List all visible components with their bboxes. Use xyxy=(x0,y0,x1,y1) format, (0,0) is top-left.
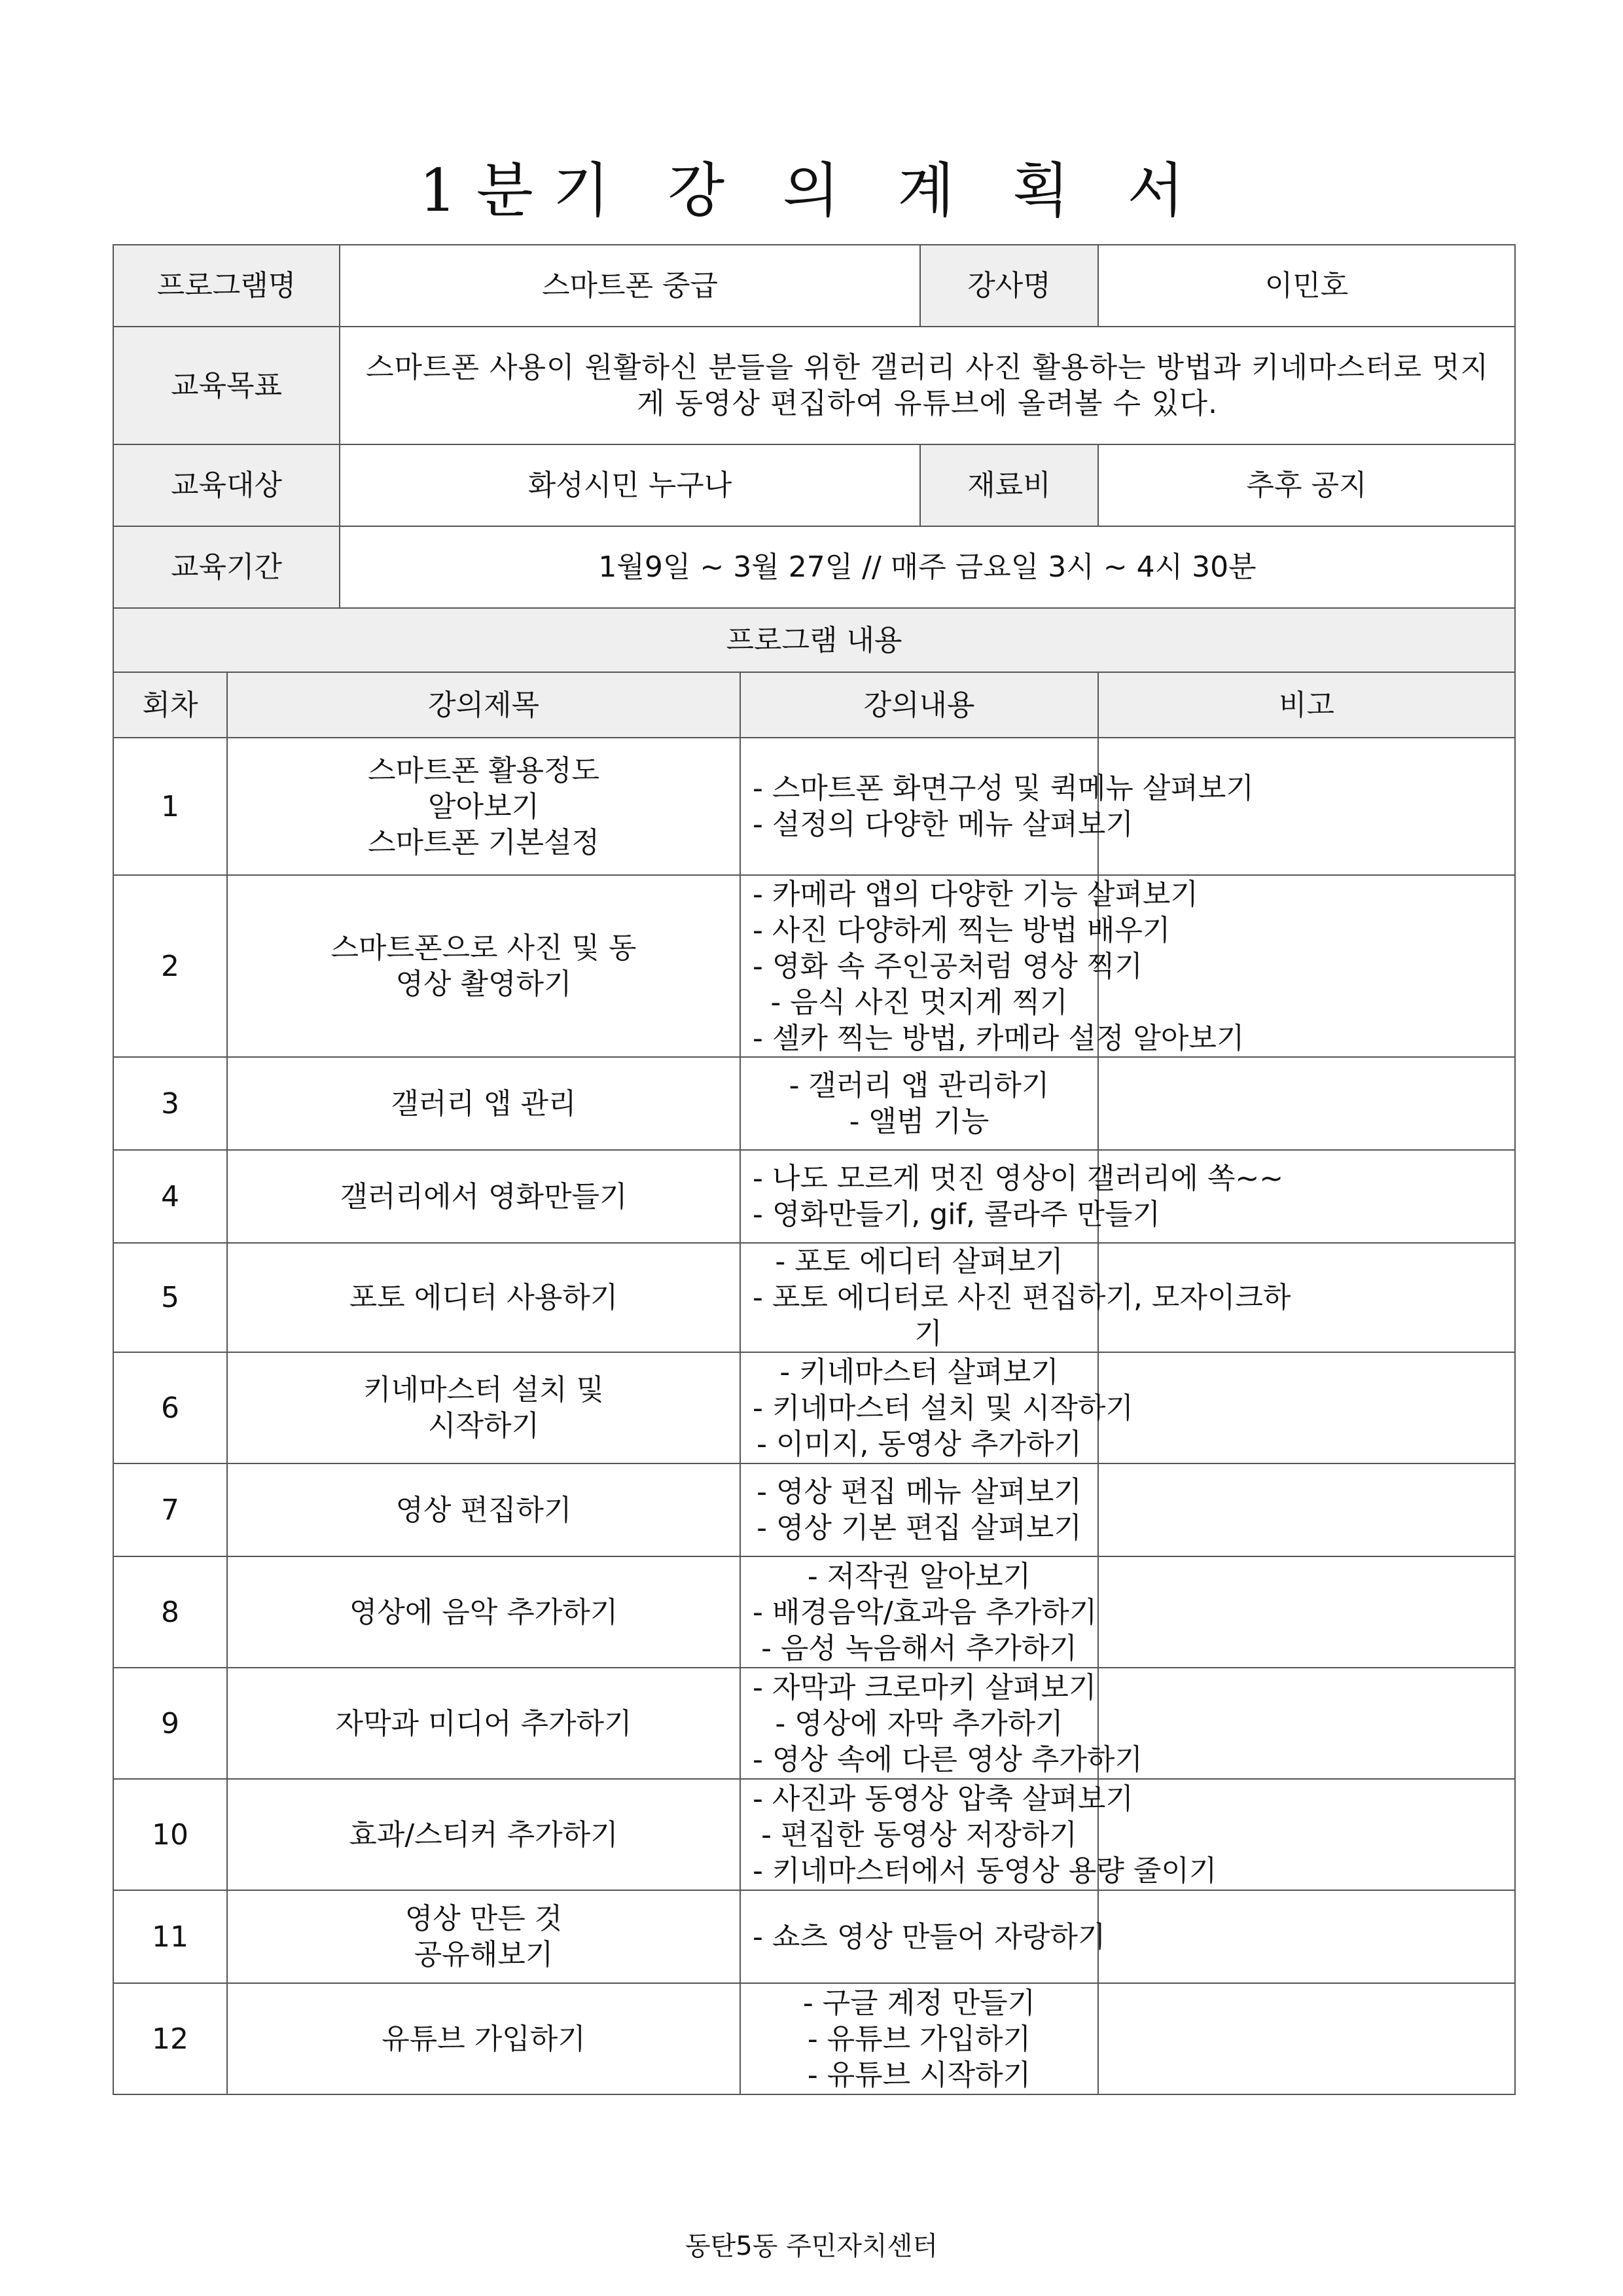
column-header-row xyxy=(113,672,1515,738)
program-label: 프로그램명 xyxy=(113,245,340,327)
session-note xyxy=(1098,1668,1515,1779)
session-note xyxy=(1098,1890,1515,1983)
column-header-no: 회차 xyxy=(113,672,227,738)
session-number: 10 xyxy=(113,1779,227,1890)
session-content-line: - 영상에 자막 추가하기 xyxy=(775,1706,1063,1740)
session-title-line: 영상 만든 것 xyxy=(404,1902,563,1935)
session-content-line: - 구글 계정 만들기 xyxy=(802,1986,1036,2020)
session-title-line: 키네마스터 설치 및 xyxy=(363,1373,604,1407)
session-content-line: - 사진과 동영상 압축 살펴보기 xyxy=(753,1782,1133,1816)
session-title-line: 포토 에디터 사용하기 xyxy=(349,1281,618,1314)
session-title xyxy=(227,738,740,875)
session-number: 11 xyxy=(113,1890,227,1983)
session-title xyxy=(227,1243,740,1352)
session-number: 8 xyxy=(113,1556,227,1668)
instructor-label: 강사명 xyxy=(920,245,1098,327)
session-row xyxy=(113,1890,1515,1983)
session-number: 9 xyxy=(113,1668,227,1779)
session-number: 6 xyxy=(113,1352,227,1463)
session-content-line: - 나도 모르게 멋진 영상이 갤러리에 쏙~~ xyxy=(753,1162,1284,1195)
session-content-line: - 셀카 찍는 방법, 카메라 설정 알아보기 xyxy=(753,1021,1245,1055)
session-content-line: - 이미지, 동영상 추가하기 xyxy=(757,1427,1082,1461)
period-value: 1월9일 ~ 3월 27일 // 매주 금요일 3시 ~ 4시 30분 xyxy=(340,526,1515,608)
session-title xyxy=(227,875,740,1057)
session-content xyxy=(740,1556,1098,1668)
instructor-value: 이민호 xyxy=(1098,245,1515,327)
session-content-line: - 편집한 동영상 저장하기 xyxy=(761,1818,1077,1852)
session-content-line: - 키네마스터에서 동영상 용량 줄이기 xyxy=(753,1854,1217,1888)
target-label: 교육대상 xyxy=(113,444,340,526)
session-row xyxy=(113,1057,1515,1150)
session-title-line: 갤러리에서 영화만들기 xyxy=(340,1179,628,1213)
session-row xyxy=(113,1983,1515,2094)
page-title: 1분기 강 의 계 획 서 xyxy=(419,156,1204,225)
session-row xyxy=(113,1779,1515,1890)
session-title-line: 영상 촬영하기 xyxy=(395,967,572,1001)
session-content xyxy=(740,875,1245,1057)
session-content-line: - 자막과 크로마키 살펴보기 xyxy=(753,1670,1097,1704)
session-content-line: - 음성 녹음해서 추가하기 xyxy=(761,1631,1077,1665)
session-content-line: - 쇼츠 영상 만들어 자랑하기 xyxy=(753,1920,1106,1954)
session-content xyxy=(740,1463,1098,1556)
section-row xyxy=(113,608,1515,672)
session-number: 7 xyxy=(113,1463,227,1556)
session-content-line: - 유튜브 시작하기 xyxy=(807,2058,1031,2092)
session-title xyxy=(227,1352,740,1463)
session-note xyxy=(1098,1352,1515,1463)
session-title xyxy=(227,1779,740,1890)
session-content xyxy=(740,1779,1217,1890)
goal-label: 교육목표 xyxy=(113,327,340,444)
session-content-line: - 갤러리 앱 관리하기 xyxy=(789,1069,1050,1102)
session-content-line: - 포토 에디터로 사진 편집하기, 모자이크하 xyxy=(753,1281,1291,1314)
session-content-line: 기 xyxy=(896,1317,942,1350)
section-title: 프로그램 내용 xyxy=(113,608,1515,672)
session-title xyxy=(227,1057,740,1150)
session-number: 12 xyxy=(113,1983,227,2094)
session-number: 5 xyxy=(113,1243,227,1352)
session-content-line: - 키네마스터 살펴보기 xyxy=(779,1355,1059,1389)
session-note xyxy=(1098,1463,1515,1556)
session-title-line: 갤러리 앱 관리 xyxy=(391,1086,577,1121)
session-row xyxy=(113,1352,1515,1463)
session-note xyxy=(1098,1556,1515,1668)
session-content-line: - 영화만들기, gif, 콜라주 만들기 xyxy=(753,1198,1160,1231)
target-value: 화성시민 누구나 xyxy=(340,444,920,526)
session-content xyxy=(740,1057,1098,1150)
session-content-line: - 영상 기본 편집 살펴보기 xyxy=(757,1511,1082,1545)
session-content-line: - 앨범 기능 xyxy=(849,1105,990,1138)
session-title-line: 스마트폰 활용정도 xyxy=(367,753,600,787)
session-title-line: 자막과 미디어 추가하기 xyxy=(335,1706,632,1740)
session-content-line: - 배경음악/효과음 추가하기 xyxy=(753,1595,1097,1629)
session-title xyxy=(227,1150,740,1243)
session-content-line: - 음식 사진 멋지게 찍기 xyxy=(770,985,1068,1019)
session-number: 4 xyxy=(113,1150,227,1243)
program-value: 스마트폰 중급 xyxy=(340,245,920,327)
material-value: 추후 공지 xyxy=(1098,444,1515,526)
session-row xyxy=(113,1463,1515,1556)
lecture-plan-table xyxy=(113,244,1516,2095)
session-title xyxy=(227,1463,740,1556)
session-note xyxy=(1098,738,1515,875)
session-title-line: 영상에 음악 추가하기 xyxy=(349,1595,618,1629)
session-title xyxy=(227,1668,740,1779)
session-title-line: 공유해보기 xyxy=(414,1938,554,1971)
session-content-line: - 사진 다양하게 찍는 방법 배우기 xyxy=(753,913,1171,947)
footer-organization: 동탄5동 주민자치센터 xyxy=(685,2231,938,2261)
session-title-line: 알아보기 xyxy=(427,789,539,823)
session-row xyxy=(113,1556,1515,1668)
goal-row xyxy=(113,327,1515,444)
session-content-line: - 영상 속에 다른 영상 추가하기 xyxy=(753,1742,1143,1776)
session-content-line: - 포토 에디터 살펴보기 xyxy=(775,1245,1063,1278)
session-content xyxy=(740,1352,1133,1463)
session-number: 3 xyxy=(113,1057,227,1150)
session-content xyxy=(740,1243,1291,1352)
target-row xyxy=(113,444,1515,526)
session-title-line: 효과/스티커 추가하기 xyxy=(349,1818,618,1852)
session-number: 2 xyxy=(113,875,227,1057)
material-label: 재료비 xyxy=(920,444,1098,526)
session-title-line: 영상 편집하기 xyxy=(395,1493,572,1527)
program-row xyxy=(113,245,1515,327)
session-number: 1 xyxy=(113,738,227,875)
session-note xyxy=(1098,1983,1515,2094)
column-header-title: 강의제목 xyxy=(227,672,740,738)
session-content xyxy=(740,738,1254,875)
session-row xyxy=(113,738,1515,875)
goal-value: 스마트폰 사용이 원활하신 분들을 위한 갤러리 사진 활용하는 방법과 키네마스터로 멋지게 동영상 편집하여 유튜브에 올려볼 수 있다. xyxy=(340,327,1515,444)
session-content-line: - 영상 편집 메뉴 살펴보기 xyxy=(757,1475,1082,1509)
session-row xyxy=(113,1243,1515,1352)
session-row xyxy=(113,875,1515,1057)
session-title-line: 유튜브 가입하기 xyxy=(382,2022,586,2056)
session-note xyxy=(1098,1057,1515,1150)
session-content xyxy=(740,1668,1143,1779)
session-content-line: - 영화 속 주인공처럼 영상 찍기 xyxy=(753,949,1143,983)
session-content-line: - 카메라 앱의 다양한 기능 살펴보기 xyxy=(753,877,1198,911)
session-title xyxy=(227,1983,740,2094)
session-content-line: - 설정의 다양한 메뉴 살펴보기 xyxy=(753,808,1133,841)
session-title-line: 시작하기 xyxy=(427,1409,539,1443)
session-title xyxy=(227,1556,740,1668)
column-header-note: 비고 xyxy=(1098,672,1515,738)
session-content-line: - 키네마스터 설치 및 시작하기 xyxy=(753,1391,1133,1425)
session-title-line: 스마트폰으로 사진 및 동 xyxy=(330,931,637,965)
period-label: 교육기간 xyxy=(113,526,340,608)
session-title-line: 스마트폰 기본설정 xyxy=(367,825,600,859)
column-header-content: 강의내용 xyxy=(740,672,1098,738)
session-title xyxy=(227,1890,740,1983)
session-content xyxy=(740,1983,1098,2094)
session-content-line: - 스마트폰 화면구성 및 퀵메뉴 살펴보기 xyxy=(753,772,1254,805)
session-content-line: - 유튜브 가입하기 xyxy=(807,2022,1031,2056)
session-content xyxy=(740,1890,1106,1983)
session-content xyxy=(740,1150,1284,1243)
period-row xyxy=(113,526,1515,608)
session-row xyxy=(113,1150,1515,1243)
session-content-line: - 저작권 알아보기 xyxy=(807,1559,1031,1593)
session-row xyxy=(113,1668,1515,1779)
